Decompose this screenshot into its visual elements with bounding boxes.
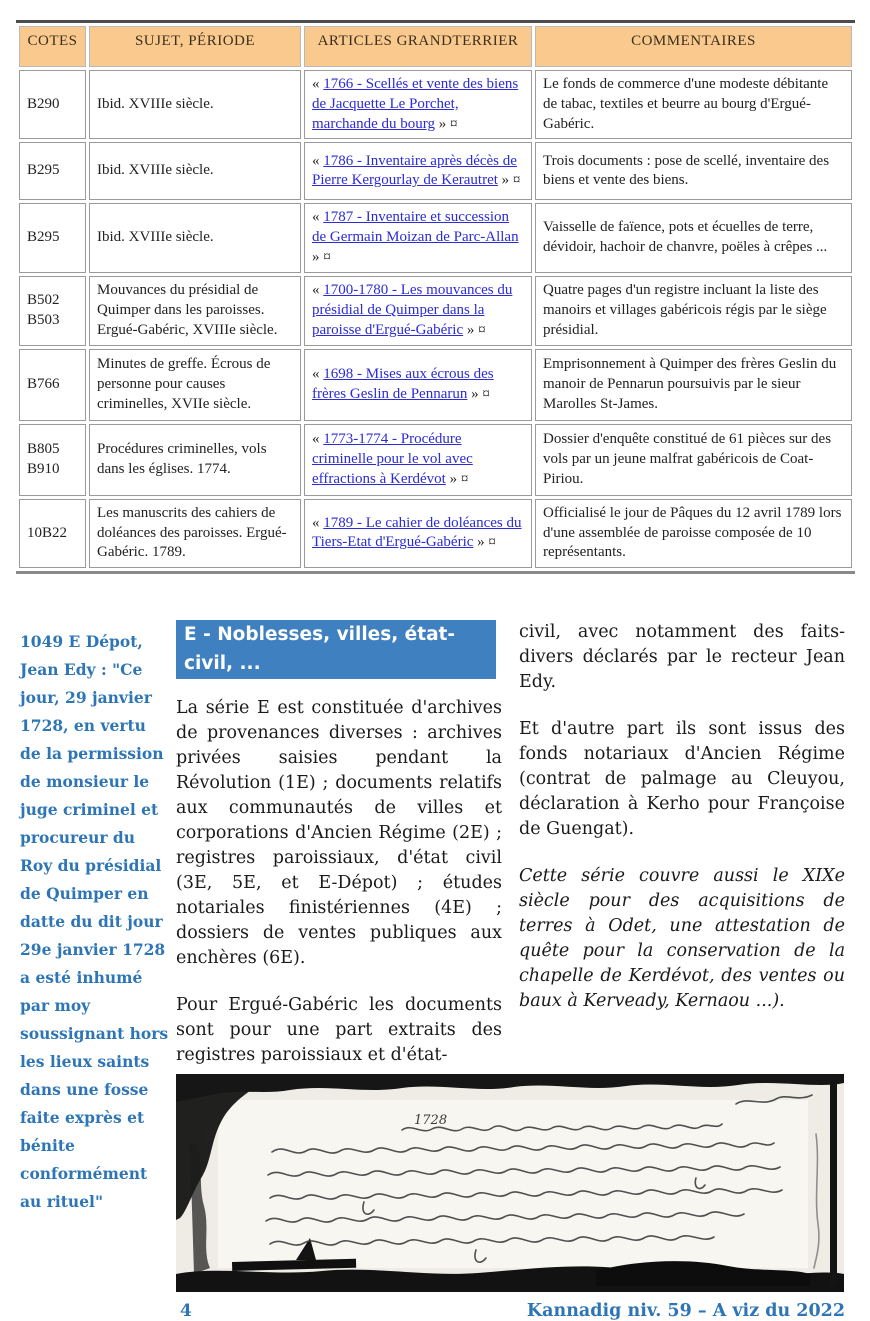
quote-open: « [312, 431, 320, 448]
comment-cell: Le fonds de commerce d'une modeste débitante de tabac, textiles et beurre au bourg d'Ergué-Gabéric. [535, 70, 852, 139]
subject-cell: Mouvances du présidial de Quimper dans les paroisses. Ergué-Gabéric, XVIIIe siècle. [89, 276, 301, 346]
table-row [19, 424, 852, 496]
article-cell [304, 70, 532, 139]
paragraph: Pour Ergué-Gabéric les documents sont pour une part extraits des registres paroissiaux et d'état- [176, 995, 502, 1066]
article-cell [304, 499, 532, 568]
paragraph: civil, avec notamment des faits-divers déclarés par le recteur Jean Edy. [519, 622, 845, 693]
subject-cell: Ibid. XVIIIe siècle. [89, 70, 301, 139]
table-row [19, 142, 852, 200]
quote-open: « [312, 152, 320, 169]
page-footer [180, 1301, 845, 1321]
table-row [19, 70, 852, 139]
quote-close: » ¤ [501, 172, 521, 189]
table-row [19, 499, 852, 568]
archive-table [16, 20, 855, 574]
quote-close: » ¤ [438, 115, 458, 132]
quote-close: » ¤ [471, 385, 490, 402]
margin-quote: 1049 E Dépot, Jean Edy : "Ce jour, 29 janvier 1728, en vertu de la permission de monsieur le juge criminel et procureur du Roy du présidial de Quimper en datte du dit jour 29e janvier 1728 a esté inhumé par moy soussignant hors les lieux saints dans une fosse faite exprès et bénite conformément au rituel" [20, 632, 169, 1212]
quote-open: « [312, 282, 320, 299]
paragraph-italic: Cette série couvre aussi le XIXe siècle pour des acquisitions de terres à Odet, une attestation de quête pour la conservation de la chapelle de Kerdévot, des ventes ou baux à Kerveady, Kernaou ...). [519, 866, 845, 1012]
manuscript-scan-image [176, 1074, 844, 1292]
document-page [0, 20, 870, 1321]
article-cell [304, 349, 532, 421]
article-link[interactable]: 1773-1774 - Procédure criminelle pour le vol avec effractions à Kerdévot [312, 431, 473, 487]
article-cell [304, 142, 532, 200]
article-link[interactable]: 1698 - Mises aux écrous des frères Geslin de Pennarun [312, 365, 494, 402]
subject-cell: Ibid. XVIIIe siècle. [89, 142, 301, 200]
quote-close: » ¤ [466, 321, 486, 338]
table-header-row [19, 26, 852, 67]
header-articles-grandterrier: ARTICLES GRANDTERRIER [304, 26, 532, 67]
article-link[interactable]: 1789 - Le cahier de doléances du Tiers-Etat d'Ergué-Gabéric [312, 514, 522, 551]
cote-cell: B295 [19, 142, 86, 200]
series-e-section [20, 620, 845, 1292]
quote-open: « [312, 209, 320, 226]
quote-close: » ¤ [312, 248, 331, 265]
column-right [519, 620, 845, 1068]
section-content [176, 620, 845, 1292]
quote-open: « [312, 514, 320, 531]
section-title: E - Noblesses, villes, état-civil, ... [176, 620, 496, 679]
article-cell [304, 424, 532, 496]
header-sujet-periode: SUJET, PÉRIODE [89, 26, 301, 67]
comment-cell: Emprisonnement à Quimper des frères Geslin du manoir de Pennarun poursuivis par le sieur Marolles St-James. [535, 349, 852, 421]
subject-cell: Ibid. XVIIIe siècle. [89, 203, 301, 272]
comment-cell: Vaisselle de faïence, pots et écuelles de terre, dévidoir, hachoir de chanvre, poëles à crêpes ... [535, 203, 852, 272]
quote-open: « [312, 76, 320, 92]
cote-cell: B290 [19, 70, 86, 139]
cote-cell: B805 B910 [19, 424, 86, 496]
cote-cell: B502 B503 [19, 276, 86, 346]
article-link[interactable]: 1786 - Inventaire après décès de Pierre Kergourlay de Kerautret [312, 152, 517, 189]
column-left [176, 620, 502, 1068]
comment-cell: Dossier d'enquête constitué de 61 pièces sur des vols par un jeune malfrat gabéricois de Coat-Piriou. [535, 424, 852, 496]
article-link[interactable]: 1787 - Inventaire et succession de Germain Moizan de Parc-Allan [312, 209, 519, 246]
quote-close: » ¤ [477, 534, 496, 551]
subject-cell: Minutes de greffe. Écrous de personne pour causes criminelles, XVIIe siècle. [89, 349, 301, 421]
page-number: 4 [180, 1301, 192, 1321]
paragraph: Et d'autre part ils sont issus des fonds notariaux d'Ancien Régime (contrat de palmage au Cleuyou, déclaration à Kerho pour Françoise de Guengat). [519, 719, 845, 840]
header-cotes: COTES [19, 26, 86, 67]
table-row [19, 276, 852, 346]
comment-cell: Officialisé le jour de Pâques du 12 avril 1789 lors d'une assemblée de paroisse composée de 10 représentants. [535, 499, 852, 568]
cote-cell: B766 [19, 349, 86, 421]
archive-table-container [16, 20, 855, 574]
article-cell [304, 203, 532, 272]
article-link[interactable]: 1766 - Scellés et vente des biens de Jacquette Le Porchet, marchande du bourg [312, 76, 519, 132]
article-link[interactable]: 1700-1780 - Les mouvances du présidial de Quimper dans la paroisse d'Ergué-Gabéric [312, 282, 513, 338]
article-cell [304, 276, 532, 346]
header-commentaires: COMMENTAIRES [535, 26, 852, 67]
table-row [19, 349, 852, 421]
comment-cell: Trois documents : pose de scellé, inventaire des biens et vente des biens. [535, 142, 852, 200]
subject-cell: Les manuscrits des cahiers de doléances des paroisses. Ergué-Gabéric. 1789. [89, 499, 301, 568]
comment-cell: Quatre pages d'un registre incluant la liste des manoirs et villages gabéricois régis par le siège présidial. [535, 276, 852, 346]
table-row [19, 203, 852, 272]
manuscript-year-annotation: 1728 [414, 1113, 448, 1129]
cote-cell: 10B22 [19, 499, 86, 568]
paragraph: La série E est constituée d'archives de provenances diverses : archives privées saisies pendant la Révolution (1E) ; documents relatifs aux communautés de villes et corporations d'Ancien Régime (2E) ; registres paroissiaux, d'état civil (3E, 5E, et E-Dépot) ; études notariales finistériennes (4E) ; dossiers de ventes publiques aux enchères (6E). [176, 698, 502, 969]
quote-close: » ¤ [449, 470, 469, 487]
subject-cell: Procédures criminelles, vols dans les églises. 1774. [89, 424, 301, 496]
quote-open: « [312, 365, 320, 382]
footer-issue-label: Kannadig niv. 59 – A viz du 2022 [526, 1301, 845, 1321]
cote-cell: B295 [19, 203, 86, 272]
